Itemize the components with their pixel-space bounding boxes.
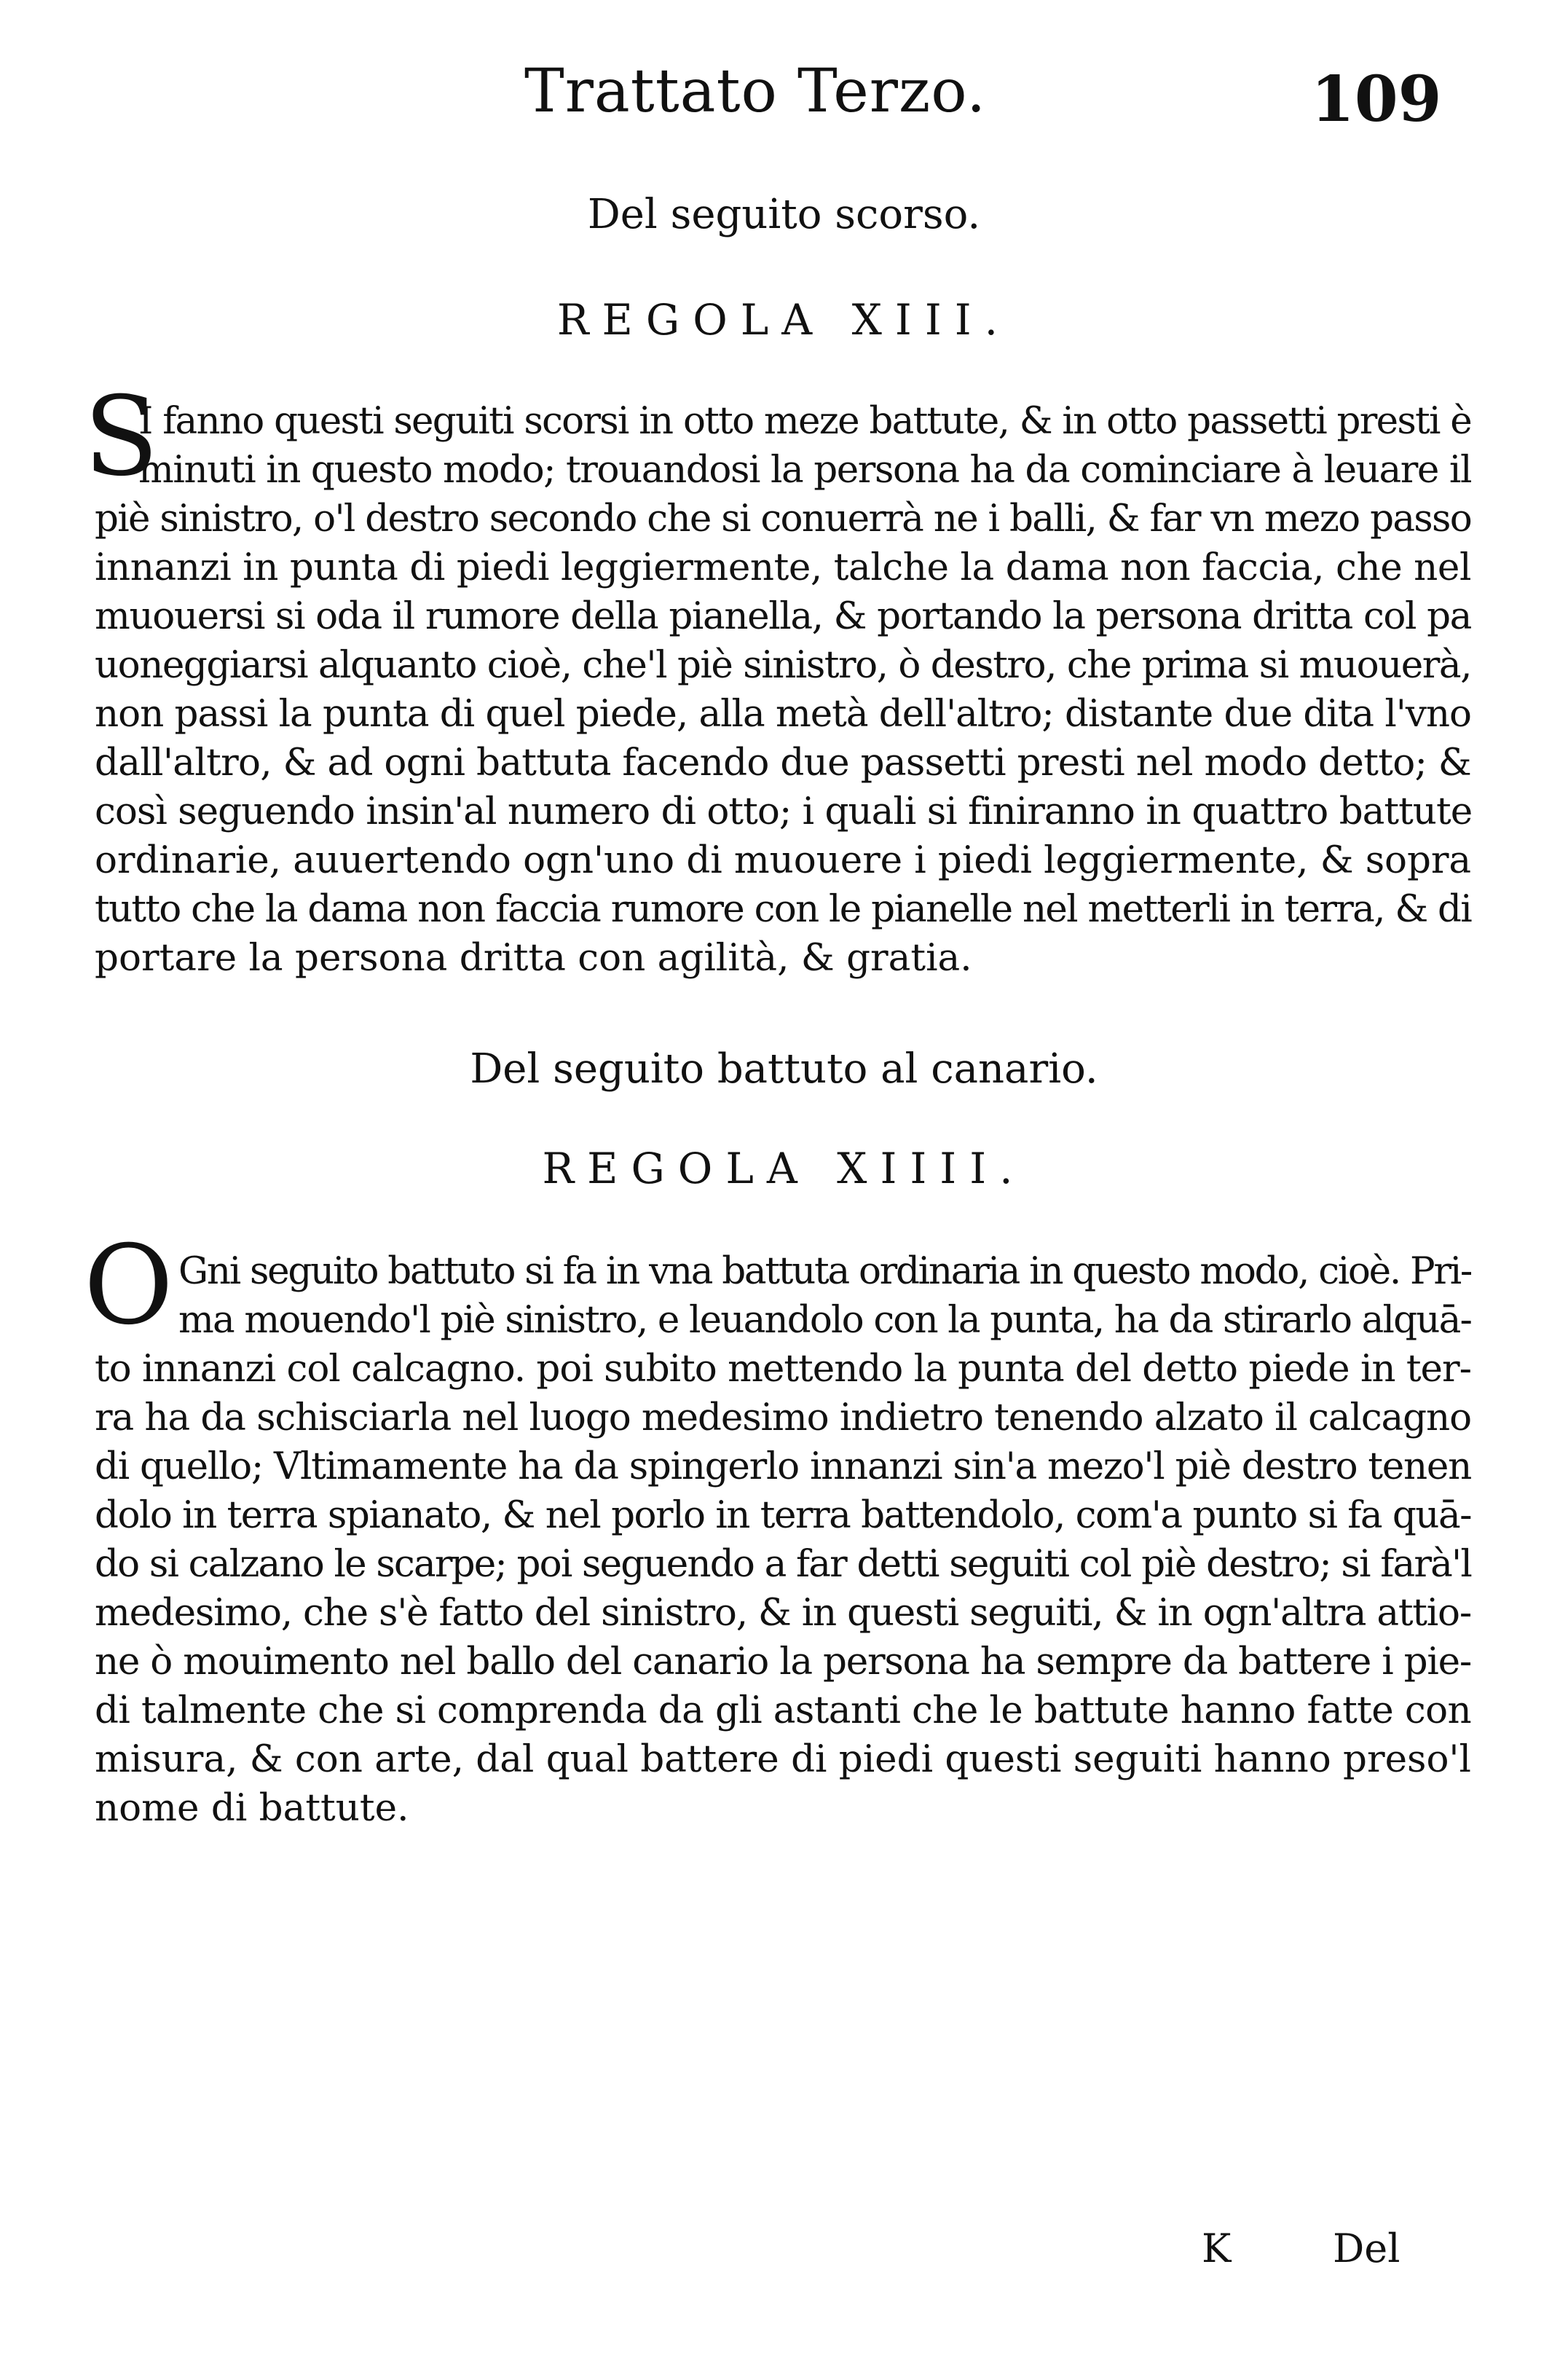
section-subtitle-2: Del seguito battuto al canario. [470,1045,1098,1093]
paragraph-regola-xiii [95,397,1471,983]
text-line: portare la persona dritta con agilità, & gratia. [95,936,972,980]
text-line: piè sinistro, o'l destro secondo che si conuerrà ne i balli, & far vn mezo passo [95,497,1471,541]
text-line: I fanno questi seguiti scorsi in otto meze battute, & in otto passetti presti è [138,399,1471,443]
catchword: Del [1333,2225,1400,2271]
text-line: innanzi in punta di piedi leggiermente, talche la dama non faccia, che nel [95,546,1471,589]
text-line: misura, & con arte, dal qual battere di piedi questi seguiti hanno preso'l [95,1737,1471,1781]
text-line: di quello; Vltimamente ha da spingerlo innanzi sin'a mezo'l piè destro tenen [95,1445,1471,1488]
text-line: medesimo, che s'è fatto del sinistro, & in questi seguiti, & in ogn'altra attio- [95,1591,1471,1635]
text-line: to innanzi col calcagno. poi subito mettendo la punta del detto piede in ter- [95,1347,1471,1391]
text-line: ma mouendo'l piè sinistro, e leuandolo con la punta, ha da stirarlo alquā- [178,1298,1471,1342]
text-line: minuti in questo modo; trouandosi la persona ha da cominciare à leuare il [138,448,1471,492]
page-number: 109 [1311,63,1442,136]
paragraph-regola-xiiii [95,1247,1471,1833]
rule-title-xiiii: REGOLA XIIII. [542,1144,1026,1193]
text-line: ra ha da schisciarla nel luogo medesimo indietro tenendo alzato il calcagno [95,1396,1471,1439]
text-line: muouersi si oda il rumore della pianella, & portando la persona dritta col pa [95,594,1471,638]
drop-cap-s: S [84,374,159,500]
text-line: tutto che la dama non faccia rumore con le pianelle nel metterli in terra, & di [95,887,1472,931]
running-title: Trattato Terzo. [524,57,987,126]
drop-cap-o: O [84,1222,173,1349]
text-line: nome di battute. [95,1786,409,1830]
rule-title-xiii: REGOLA XIII. [556,295,1012,345]
text-line: di talmente che si comprenda da gli astanti che le battute hanno fatte con [95,1689,1471,1732]
text-line: ne ò mouimento nel ballo del canario la persona ha sempre da battere i pie- [95,1640,1471,1684]
text-line: do si calzano le scarpe; poi seguendo a far detti seguiti col piè destro; si farà'l [95,1542,1471,1586]
text-line: dall'altro, & ad ogni battuta facendo due passetti presti nel modo detto; & [95,741,1471,785]
text-line: ordinarie, auuertendo ogn'uno di muouere i piedi leggiermente, & sopra [95,838,1471,882]
text-line: non passi la punta di quel piede, alla metà dell'altro; distante due dita l'vno [95,692,1471,736]
text-line: così seguendo insin'al numero di otto; i quali si finiranno in quattro battute [95,790,1473,833]
text-line: Gni seguito battuto si fa in vna battuta ordinaria in questo modo, cioè. Pri- [178,1249,1471,1293]
text-line: uoneggiarsi alquanto cioè, che'l piè sinistro, ò destro, che prima si muouerà, [95,643,1471,687]
signature-mark: K [1202,2225,1232,2271]
section-subtitle-1: Del seguito scorso. [587,191,981,238]
text-line: dolo in terra spianato, & nel porlo in terra battendolo, com'a punto si fa quā- [95,1493,1471,1537]
